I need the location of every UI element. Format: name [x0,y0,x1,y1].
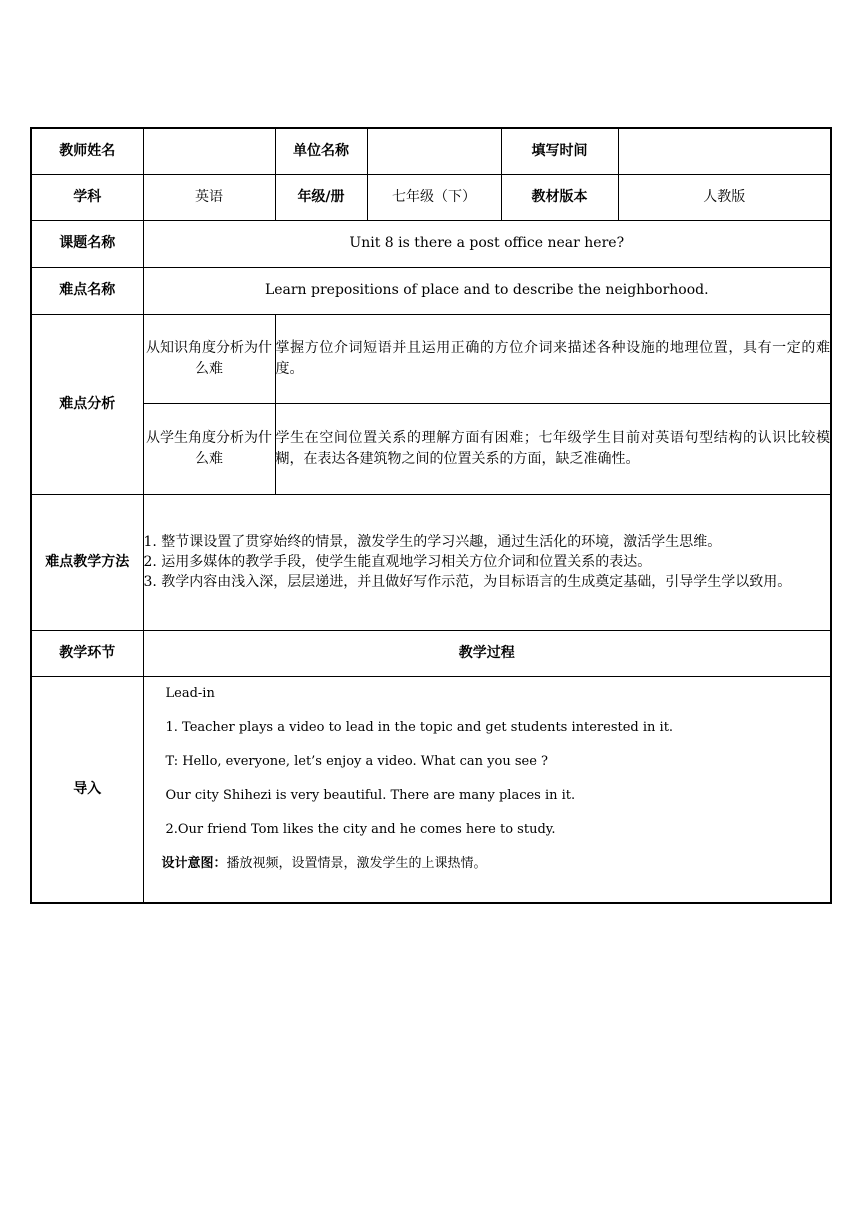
intro-line: 2.Our friend Tom likes the city and he comes here to study. [165,821,556,837]
unit-name-label: 单位名称 [275,128,367,174]
methods-item: 1. 整节课设置了贯穿始终的情景，激发学生的学习兴趣，通过生活化的环境，激活学生思维。 [143,533,722,550]
row-process-header [31,630,831,676]
intro-line: T: Hello, everyone, let’s enjoy a video. What can you see ? [165,753,548,769]
intro-label: 导入 [31,676,143,903]
fill-time-value [618,128,831,174]
intro-line: Our city Shihezi is very beautiful. There are many places in it. [165,787,576,803]
edition-value: 人教版 [618,174,831,220]
process-label: 教学过程 [143,630,831,676]
row-subject-info [31,174,831,220]
row-difficulty [31,267,831,314]
intro-line: 1. Teacher plays a video to lead in the topic and get students interested in it. [165,719,674,735]
intro-content [143,676,831,903]
knowledge-angle-text: 掌握方位介词短语并且运用正确的方位介词来描述各种设施的地理位置，具有一定的难度。 [275,314,831,403]
methods-item: 2. 运用多媒体的教学手段，使学生能直观地学习相关方位介词和位置关系的表达。 [143,553,652,570]
knowledge-angle-label: 从知识角度分析为什么难 [143,314,275,403]
design-intent-label: 设计意图： [161,855,227,871]
difficulty-label: 难点名称 [31,267,143,314]
grade-value: 七年级（下） [367,174,501,220]
stage-label: 教学环节 [31,630,143,676]
teacher-name-value [143,128,275,174]
analysis-label: 难点分析 [31,314,143,494]
unit-name-value [367,128,501,174]
row-topic [31,220,831,267]
grade-label: 年级/册 [275,174,367,220]
methods-item: 3. 教学内容由浅入深，层层递进，并且做好写作示范，为目标语言的生成奠定基础，引导学生学以致用。 [143,574,792,591]
row-analysis-knowledge [31,314,831,403]
teacher-name-label: 教师姓名 [31,128,143,174]
methods-list [143,494,831,630]
topic-label: 课题名称 [31,220,143,267]
design-intent-text: 播放视频，设置情景，激发学生的上课热情。 [226,855,487,871]
student-angle-label: 从学生角度分析为什么难 [143,403,275,494]
row-analysis-student [31,403,831,494]
row-teacher-info [31,128,831,174]
methods-label: 难点教学方法 [31,494,143,630]
student-angle-text: 学生在空间位置关系的理解方面有困难；七年级学生目前对英语句型结构的认识比较模糊，在表达各建筑物之间的位置关系的方面，缺乏准确性。 [275,403,831,494]
row-methods [31,494,831,630]
edition-label: 教材版本 [501,174,618,220]
subject-label: 学科 [31,174,143,220]
fill-time-label: 填写时间 [501,128,618,174]
design-intent [162,855,831,872]
difficulty-value: Learn prepositions of place and to describe the neighborhood. [143,267,831,314]
lesson-plan-table [30,127,832,904]
topic-value: Unit 8 is there a post office near here? [143,220,831,267]
intro-line: Lead-in [165,685,215,701]
subject-value: 英语 [143,174,275,220]
row-intro [31,676,831,903]
